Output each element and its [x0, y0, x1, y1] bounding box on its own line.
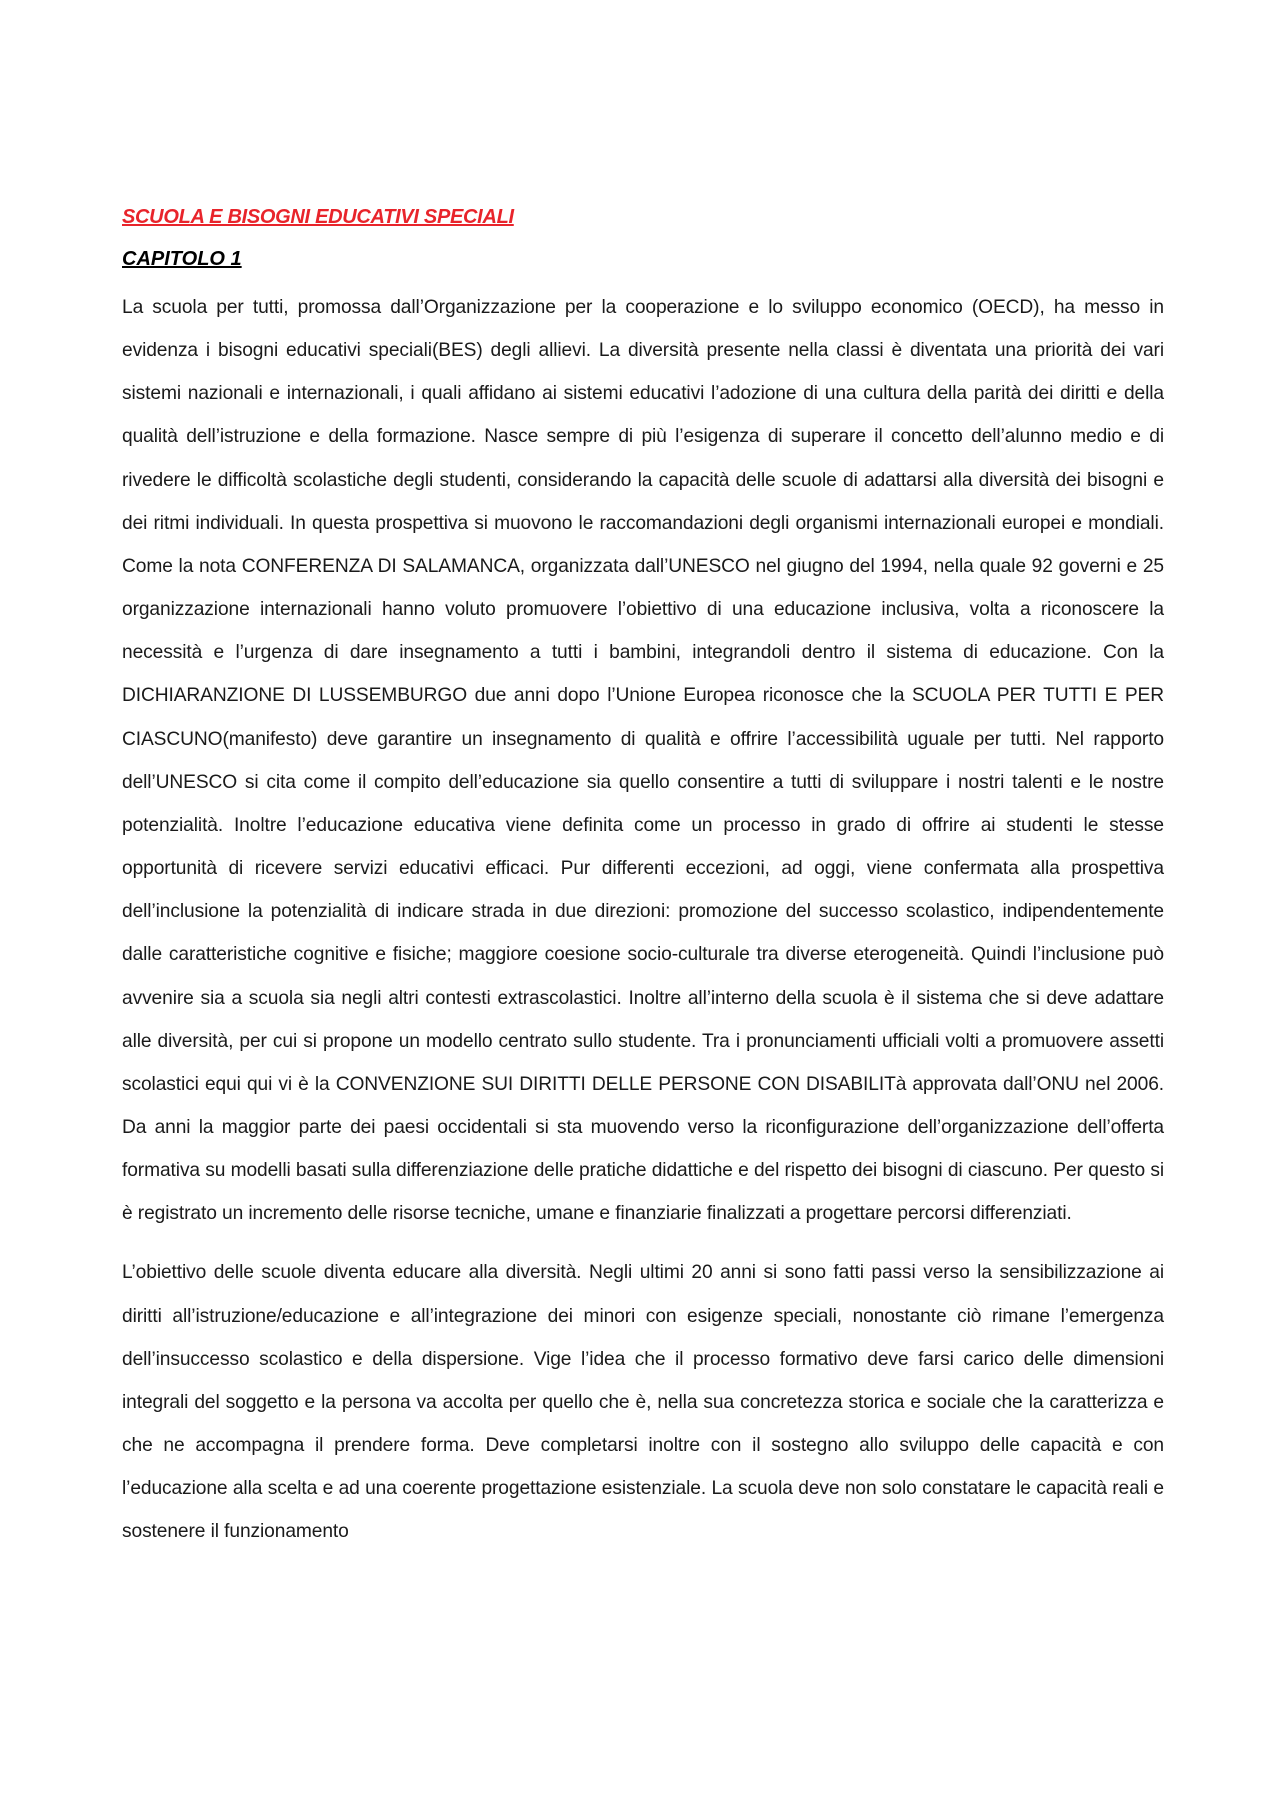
paragraph-1: La scuola per tutti, promossa dall’Organizzazione per la cooperazione e lo sviluppo economico (OECD), ha messo in evidenza i bisogni educativi speciali(BES) degli allievi. La diversità presente nella classi è diventata una priorità dei vari sistemi nazionali e internazionali, i quali affidano ai sistemi educativi l’adozione di una cultura della parità dei diritti e della qualità dell’istruzione e della formazione. Nasce sempre di più l’esigenza di superare il concetto dell’alunno medio e di rivedere le difficoltà scolastiche degli studenti, considerando la capacità delle scuole di adattarsi alla diversità dei bisogni e dei ritmi individuali. In questa prospettiva si muovono le raccomandazioni degli organismi internazionali europei e mondiali. Come la nota CONFERENZA DI SALAMANCA, organizzata dall’UNESCO nel giugno del 1994, nella quale 92 governi e 25 organizzazione internazionali hanno voluto promuovere l’obiettivo di una educazione inclusiva, volta a riconoscere la necessità e l’urgenza di dare insegnamento a tutti i bambini, integrandoli dentro il sistema di educazione. Con la DICHIARANZIONE DI LUSSEMBURGO due anni dopo l’Unione Europea riconosce che la SCUOLA PER TUTTI E PER CIASCUNO(manifesto) deve garantire un insegnamento di qualità e offrire l’accessibilità uguale per tutti. Nel rapporto dell’UNESCO si cita come il compito dell’educazione sia quello consentire a tutti di sviluppare i nostri talenti e le nostre potenzialità. Inoltre l’educazione educativa viene definita come un processo in grado di offrire ai studenti le stesse opportunità di ricevere servizi educativi efficaci. Pur differenti eccezioni, ad oggi, viene confermata alla prospettiva dell’inclusione la potenzialità di indicare strada in due direzioni: promozione del successo scolastico, indipendentemente dalle caratteristiche cognitive e fisiche; maggiore coesione socio-culturale tra diverse eterogeneità. Quindi l’inclusione può avvenire sia a scuola sia negli altri contesti extrascolastici. Inoltre all’interno della scuola è il sistema che si deve adattare alle diversità, per cui si propone un modello centrato sullo studente. Tra i pronunciamenti ufficiali volti a promuovere assetti scolastici equi qui vi è la CONVENZIONE SUI DIRITTI DELLE PERSONE CON DISABILITà approvata dall’ONU nel 2006. Da anni la maggior parte dei paesi occidentali si sta muovendo verso la riconfigurazione dell’organizzazione dell’offerta formativa su modelli basati sulla differenziazione delle pratiche didattiche e del rispetto dei bisogni di ciascuno. Per questo si è registrato un incremento delle risorse tecniche, umane e finanziarie finalizzati a progettare percorsi differenziati.: [122, 297, 1164, 1225]
document-body: [122, 202, 1164, 1554]
paragraph-2: L’obiettivo delle scuole diventa educare alla diversità. Negli ultimi 20 anni si sono fatti passi verso la sensibilizzazione ai diritti all’istruzione/educazione e all’integrazione dei minori con esigenze speciali, nonostante ciò rimane l’emergenza dell’insuccesso scolastico e della dispersione. Vige l’idea che il processo formativo deve farsi carico delle dimensioni integrali del soggetto e la persona va accolta per quello che è, nella sua concretezza storica e sociale che la caratterizza e che ne accompagna il prendere forma. Deve completarsi inoltre con il sostegno allo sviluppo delle capacità e con l’educazione alla scelta e ad una coerente progettazione esistenziale. La scuola deve non solo constatare le capacità reali e sostenere il funzionamento: [122, 1262, 1164, 1543]
chapter-heading: CAPITOLO 1: [122, 248, 242, 270]
document-title: SCUOLA E BISOGNI EDUCATIVI SPECIALI: [122, 206, 514, 228]
